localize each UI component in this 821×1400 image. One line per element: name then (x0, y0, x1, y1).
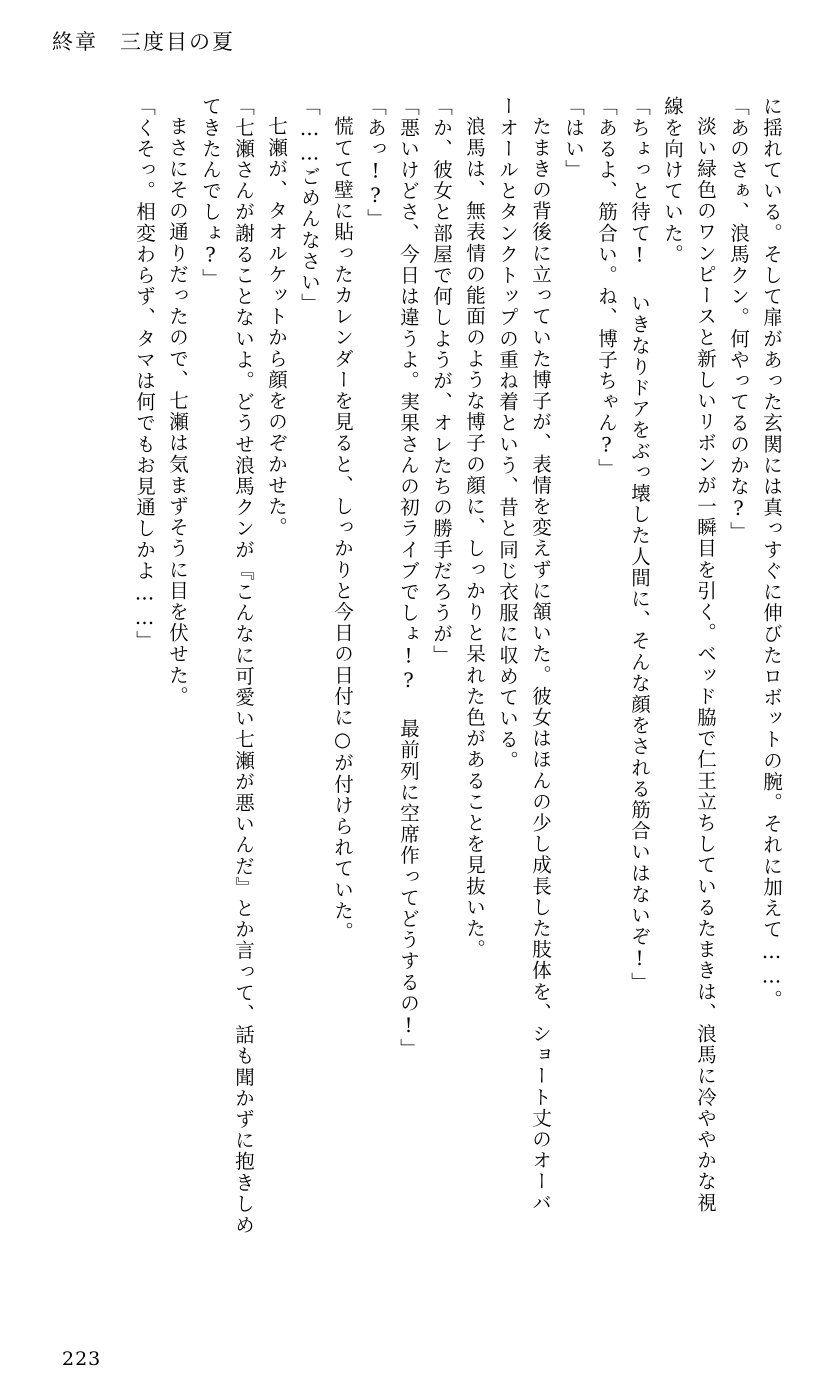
text-line: たまきの背後に立っていた博子が、表情を変えずに頷いた。彼女はほんの少し成長した肢体を、ショート丈のオーバ (529, 116, 552, 1214)
chapter-header (52, 26, 235, 56)
text-line: 慌てて壁に貼ったカレンダーを見ると、しっかりと今日の日付に○が付けられていた。 (331, 116, 354, 943)
chapter-title: 三度目の夏 (120, 30, 235, 54)
vertical-text-body (40, 96, 781, 1311)
chapter-label: 終章 (52, 30, 98, 54)
text-line: 「くそっ。相変わらず、タマは何でもお見通しかよ……」 (133, 96, 156, 652)
text-line: に揺れている。そして扉があった玄関には真っすぐに伸びたロボットの腕。それに加えて……。 (760, 96, 783, 1011)
text-line: 「……ごめんなさい」 (298, 96, 321, 314)
text-line: 線を向けていた。 (661, 96, 684, 265)
text-line: 七瀬が、タオルケットから顔をのぞかせた。 (265, 116, 288, 538)
text-line: 「あっ!?」 (364, 96, 387, 230)
text-line: まさにその通りだったので、七瀬は気まずそうに目を伏せた。 (166, 116, 189, 707)
text-line: 「か、彼女と部屋で何しようが、オレたちの勝手だろうが」 (430, 96, 453, 666)
text-line: 「あのさぁ、浪馬クン。何やってるのかな?」 (727, 96, 750, 543)
text-line: 浪馬は、無表情の能面のような博子の顔に、しっかりと呆れた色があることを見抜いた。 (463, 116, 486, 960)
text-line: 淡い緑色のワンピースと新しいリボンが一瞬目を引く。ベッド脇で仁王立ちしているたまきは、浪馬に冷ややかな視 (694, 116, 717, 1214)
text-line: ーオールとタンクトップの重ね着という、昔と同じ衣服に収めている。 (496, 96, 519, 772)
page-number: 223 (62, 1348, 102, 1370)
text-line: てきたんでしょ?」 (199, 96, 222, 290)
text-line: 「ちょっと待て! いきなりドアをぶっ壊した人間に、そんな顔をされる筋合いはないぞ!」 (628, 96, 651, 993)
text-line: 「あるよ、筋合い。ね、博子ちゃん?」 (595, 96, 618, 480)
text-line: 「悪いけどさ、今日は違うよ。実果さんの初ライブでしょ!? 最前列に空席作ってどうするの!」 (397, 96, 420, 1060)
text-line: 「七瀬さんが謝ることないよ。どうせ浪馬クンが『こんなに可愛い七瀬が悪いんだ』とか言って、話も聞かずに抱きしめ (232, 96, 255, 1236)
text-line: 「はい」 (562, 96, 585, 181)
